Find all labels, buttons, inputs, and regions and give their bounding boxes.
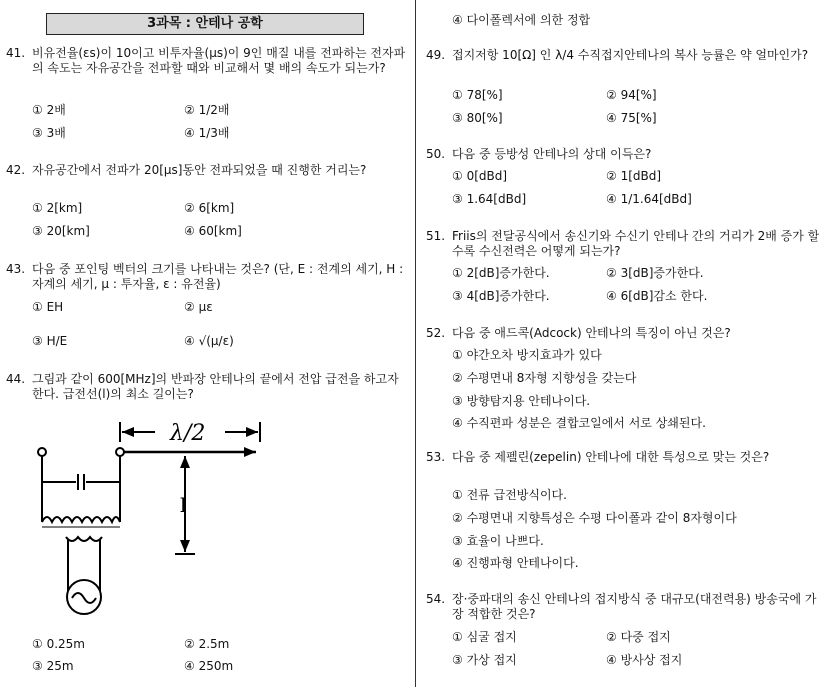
option-52-2[interactable]: ② 수평면내 8자형 지향성을 갖는다	[452, 371, 637, 385]
question-text: 비유전율(εs)이 10이고 비투자율(μs)이 9인 매질 내를 전파하는 전자파의 속도는 자유공간을 전파할 때와 비교해서 몇 배의 속도가 되는가?	[32, 46, 406, 75]
question-text: 접지저항 10[Ω] 인 λ/4 수직접지안테나의 복사 능률은 약 얼마인가?	[452, 48, 809, 62]
option-54-1[interactable]: ① 심굴 접지	[452, 630, 517, 644]
question-number: 44.	[6, 372, 26, 386]
question-number: 41.	[6, 46, 26, 60]
option-49-2[interactable]: ② 94[%]	[606, 88, 657, 102]
option-44-2[interactable]: ② 2.5m	[184, 637, 230, 651]
option-52-3[interactable]: ③ 방향탐지용 안테나이다.	[452, 394, 591, 408]
question-number: 53.	[426, 450, 446, 464]
question-52	[426, 326, 826, 341]
option-41-4[interactable]: ④ 1/3배	[184, 126, 230, 140]
option-54-3[interactable]: ③ 가상 접지	[452, 653, 517, 667]
question-41	[6, 46, 406, 76]
column-divider	[415, 0, 416, 687]
option-42-4[interactable]: ④ 60[km]	[184, 224, 242, 238]
question-50	[426, 147, 826, 162]
question-number: 50.	[426, 147, 446, 161]
option-53-3[interactable]: ③ 효율이 나쁘다.	[452, 534, 544, 548]
antenna-feeder-figure	[20, 412, 280, 627]
option-43-2[interactable]: ② με	[184, 300, 213, 314]
option-49-3[interactable]: ③ 80[%]	[452, 111, 503, 125]
option-51-1[interactable]: ① 2[dB]증가한다.	[452, 266, 550, 280]
lambda-half-label: λ/2	[170, 421, 206, 446]
option-49-1[interactable]: ① 78[%]	[452, 88, 503, 102]
question-text: 장·중파대의 송신 안테나의 접지방식 중 대규모(대전력용) 방송국에 가장 적합한 것은?	[452, 592, 817, 621]
option-42-2[interactable]: ② 6[km]	[184, 201, 235, 215]
option-43-4[interactable]: ④ √(μ/ε)	[184, 334, 234, 348]
question-text: 그림과 같이 600[MHz]의 반파장 안테나의 끝에서 전압 급전을 하고자 한다. 급전선(l)의 최소 길이는?	[32, 372, 399, 401]
option-52-4[interactable]: ④ 수직편파 성분은 결합코일에서 서로 상쇄된다.	[452, 416, 706, 430]
question-42	[6, 163, 406, 178]
option-48-4[interactable]: ④ 다이폴렉서에 의한 정합	[452, 13, 591, 27]
option-44-1[interactable]: ① 0.25m	[32, 637, 85, 651]
question-number: 42.	[6, 163, 26, 177]
option-43-3[interactable]: ③ H/E	[32, 334, 68, 348]
question-text: 다음 중 등방성 안테나의 상대 이득은?	[452, 147, 652, 161]
question-number: 54.	[426, 592, 446, 606]
question-text: 자유공간에서 전파가 20[μs]동안 전파되었을 때 진행한 거리는?	[32, 163, 367, 177]
option-51-4[interactable]: ④ 6[dB]감소 한다.	[606, 289, 708, 303]
option-50-2[interactable]: ② 1[dBd]	[606, 169, 662, 183]
option-41-2[interactable]: ② 1/2배	[184, 103, 230, 117]
question-text: 다음 중 애드콕(Adcock) 안테나의 특징이 아닌 것은?	[452, 326, 731, 340]
option-51-3[interactable]: ③ 4[dB]증가한다.	[452, 289, 550, 303]
question-44	[6, 372, 406, 402]
option-41-1[interactable]: ① 2배	[32, 103, 66, 117]
option-51-2[interactable]: ② 3[dB]증가한다.	[606, 266, 704, 280]
question-number: 52.	[426, 326, 446, 340]
question-number: 49.	[426, 48, 446, 62]
option-54-2[interactable]: ② 다중 접지	[606, 630, 671, 644]
option-50-3[interactable]: ③ 1.64[dBd]	[452, 192, 527, 206]
option-50-1[interactable]: ① 0[dBd]	[452, 169, 508, 183]
option-42-3[interactable]: ③ 20[km]	[32, 224, 90, 238]
option-53-2[interactable]: ② 수평면내 지향특성은 수평 다이폴과 같이 8자형이다	[452, 511, 737, 525]
option-49-4[interactable]: ④ 75[%]	[606, 111, 657, 125]
question-51	[426, 229, 826, 259]
question-text: 다음 중 포인팅 벡터의 크기를 나타내는 것은? (단, E : 전계의 세기, H : 자계의 세기, μ : 투자율, ε : 유전율)	[32, 262, 404, 291]
feeder-length-label: l	[180, 493, 187, 517]
question-text: Friis의 전달공식에서 송신기와 수신기 안테나 간의 거리가 2배 증가 할수록 수신전력은 어떻게 되는가?	[452, 229, 820, 258]
option-53-4[interactable]: ④ 진행파형 안테나이다.	[452, 556, 579, 570]
question-text: 다음 중 제펠린(zepelin) 안테나에 대한 특성으로 맞는 것은?	[452, 450, 770, 464]
question-number: 43.	[6, 262, 26, 276]
section-title: 3과목 : 안테나 공학	[46, 13, 364, 35]
question-number: 51.	[426, 229, 446, 243]
option-52-1[interactable]: ① 야간오차 방지효과가 있다	[452, 348, 602, 362]
option-42-1[interactable]: ① 2[km]	[32, 201, 83, 215]
option-41-3[interactable]: ③ 3배	[32, 126, 66, 140]
question-43	[6, 262, 406, 292]
question-54	[426, 592, 826, 622]
option-44-4[interactable]: ④ 250m	[184, 659, 234, 673]
option-44-3[interactable]: ③ 25m	[32, 659, 74, 673]
question-49	[426, 48, 826, 63]
option-43-1[interactable]: ① EH	[32, 300, 64, 314]
question-53	[426, 450, 826, 465]
option-54-4[interactable]: ④ 방사상 접지	[606, 653, 683, 667]
option-50-4[interactable]: ④ 1/1.64[dBd]	[606, 192, 692, 206]
option-53-1[interactable]: ① 전류 급전방식이다.	[452, 488, 567, 502]
